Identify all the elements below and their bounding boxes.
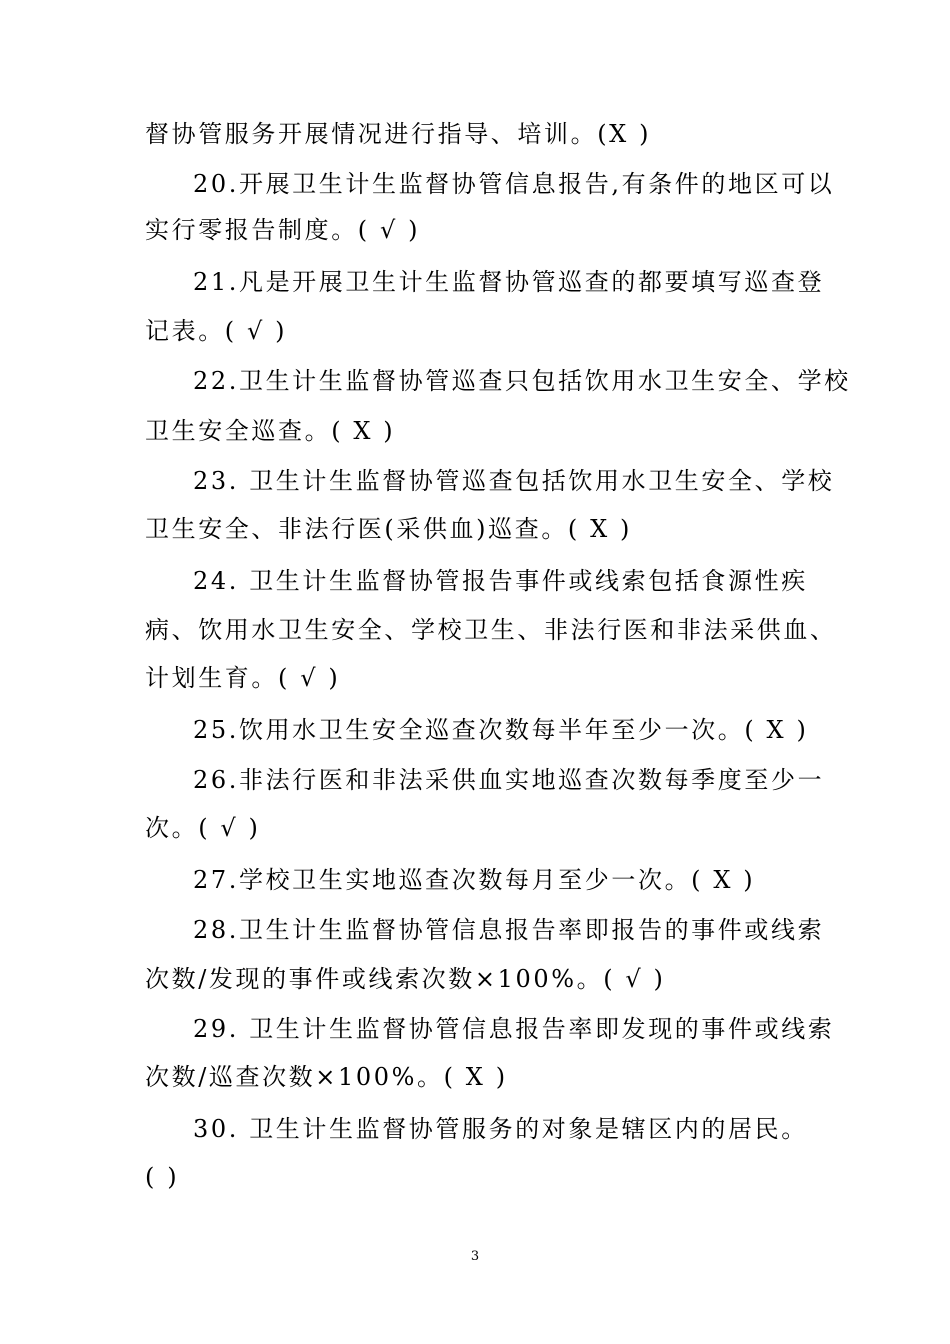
question-22-line-1: 22.卫生计生监督协管巡查只包括饮用水卫生安全、学校 (193, 367, 851, 395)
question-26-line-1: 26.非法行医和非法采供血实地巡查次数每季度至少一 (193, 766, 825, 794)
question-30-line-1: 30. 卫生计生监督协管服务的对象是辖区内的居民。 (193, 1115, 808, 1143)
question-21-line-2: 记表。( √ ) (145, 317, 288, 345)
question-28-line-2: 次数/发现的事件或线索次数×100%。( √ ) (145, 965, 666, 993)
question-23-line-1: 23. 卫生计生监督协管巡查包括饮用水卫生安全、学校 (193, 467, 835, 495)
question-24-line-2: 病、饮用水卫生安全、学校卫生、非法行医和非法采供血、 (145, 616, 837, 644)
question-20-line-1: 20.开展卫生计生监督协管信息报告,有条件的地区可以 (193, 170, 835, 198)
text-line: 督协管服务开展情况进行指导、培训。(X ) (145, 120, 652, 148)
question-30-line-2: ( ) (145, 1163, 180, 1191)
page-number: 3 (470, 1249, 480, 1264)
question-24-line-3: 计划生育。( √ ) (145, 664, 341, 692)
question-22-line-2: 卫生安全巡查。( X ) (145, 417, 396, 445)
question-26-line-2: 次。( √ ) (145, 814, 261, 842)
question-21-line-1: 21.凡是开展卫生计生监督协管巡查的都要填写巡查登 (193, 268, 825, 296)
question-23-line-2: 卫生安全、非法行医(采供血)巡查。( X ) (145, 515, 632, 543)
question-27-line-1: 27.学校卫生实地巡查次数每月至少一次。( X ) (193, 866, 756, 894)
question-25-line-1: 25.饮用水卫生安全巡查次数每半年至少一次。( X ) (193, 716, 809, 744)
question-29-line-2: 次数/巡查次数×100%。( X ) (145, 1063, 508, 1091)
question-20-line-2: 实行零报告制度。( √ ) (145, 216, 421, 244)
question-24-line-1: 24. 卫生计生监督协管报告事件或线索包括食源性疾 (193, 567, 808, 595)
question-28-line-1: 28.卫生计生监督协管信息报告率即报告的事件或线索 (193, 916, 825, 944)
question-29-line-1: 29. 卫生计生监督协管信息报告率即发现的事件或线索 (193, 1015, 835, 1043)
